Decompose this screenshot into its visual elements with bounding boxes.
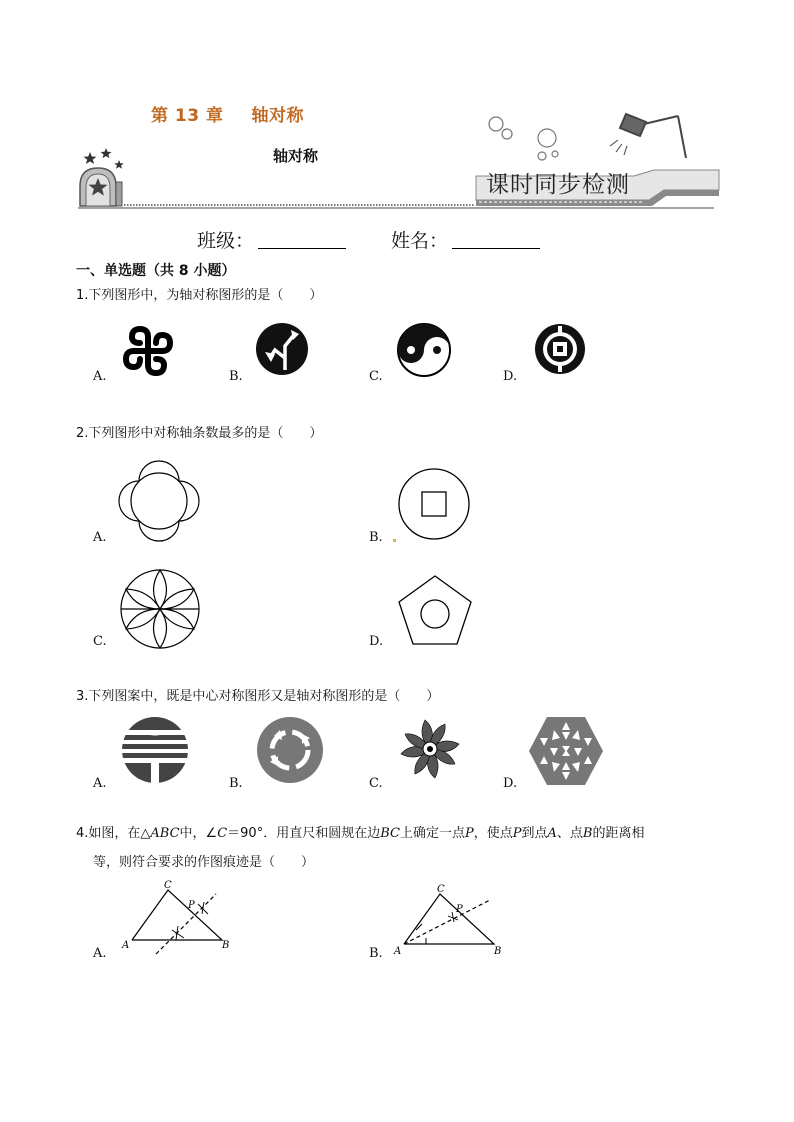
q4-text-part: 上确定一点 bbox=[399, 826, 465, 841]
section-title: 一、单选题（共 8 小题） bbox=[76, 263, 236, 279]
question-1-text: 1.下列图形中，为轴对称图形的是（ ） bbox=[76, 288, 323, 303]
class-label: 班级： bbox=[197, 230, 255, 252]
name-blank[interactable] bbox=[452, 231, 540, 249]
q3-option-c-label[interactable]: C. bbox=[369, 776, 383, 791]
desk-lamp-icon bbox=[610, 114, 686, 158]
q4b-label-b: B bbox=[494, 946, 502, 957]
class-blank[interactable] bbox=[258, 231, 346, 249]
q4-text-part: 的距离相 bbox=[592, 826, 645, 841]
q4-text-part: 4.如图，在△ bbox=[76, 826, 151, 841]
stray-dot bbox=[393, 539, 396, 542]
q1-option-d-label[interactable]: D. bbox=[503, 369, 518, 384]
q4-text-part: 到点 bbox=[521, 826, 548, 841]
q1-option-c-figure bbox=[396, 322, 452, 378]
q2-option-a-figure bbox=[116, 458, 202, 544]
q1-option-b-figure bbox=[255, 322, 309, 376]
banner-text: 课时同步检测 bbox=[486, 172, 630, 198]
q4-option-b-label[interactable]: B. bbox=[369, 946, 383, 961]
q4-text-part: 中，∠ bbox=[179, 826, 218, 841]
q2-option-c-figure bbox=[119, 568, 201, 650]
q4-option-b-figure bbox=[392, 884, 510, 960]
emblem-icon bbox=[80, 168, 122, 206]
q4-var-b: B bbox=[582, 826, 593, 841]
class-field bbox=[197, 226, 346, 253]
q1-option-b-label[interactable]: B. bbox=[229, 369, 243, 384]
q2-option-b-label[interactable]: B. bbox=[369, 530, 383, 545]
q1-option-a-figure bbox=[120, 323, 176, 379]
q4-text-part: 、点 bbox=[556, 826, 583, 841]
q3-option-c-figure bbox=[397, 716, 463, 782]
q4-var-c: C bbox=[217, 826, 228, 841]
q4-option-a-label[interactable]: A. bbox=[93, 946, 107, 961]
q4-text-part: ，使点 bbox=[473, 826, 513, 841]
q4b-label-p: P bbox=[456, 904, 463, 915]
q4-option-a-figure bbox=[118, 880, 236, 956]
q2-option-b-figure bbox=[397, 467, 471, 541]
name-label: 姓名： bbox=[391, 230, 449, 252]
q4-var-bc: BC bbox=[380, 826, 400, 841]
q3-option-a-figure bbox=[121, 716, 189, 784]
question-3-text: 3.下列图案中，既是中心对称图形又是轴对称图形的是（ ） bbox=[76, 689, 440, 704]
lesson-title: 轴对称 bbox=[273, 147, 319, 165]
q3-option-b-figure bbox=[256, 716, 324, 784]
q3-option-d-figure bbox=[528, 716, 604, 786]
bubbles-decoration bbox=[489, 117, 558, 160]
chapter-number: 第 13 章 bbox=[151, 106, 224, 126]
q4-var-p: P bbox=[512, 826, 522, 841]
q2-option-d-label[interactable]: D. bbox=[369, 634, 384, 649]
q1-option-d-figure bbox=[533, 322, 587, 376]
q4-text-part: ＝90°．用直尺和圆规在边 bbox=[227, 826, 381, 841]
q3-option-d-label[interactable]: D. bbox=[503, 776, 518, 791]
q3-option-a-label[interactable]: A. bbox=[93, 776, 107, 791]
q4a-label-c: C bbox=[164, 880, 172, 891]
q4-var-abc: ABC bbox=[150, 826, 180, 841]
q1-option-c-label[interactable]: C. bbox=[369, 369, 383, 384]
q4b-label-c: C bbox=[437, 884, 445, 895]
q4-text-line2: 等，则符合要求的作图痕迹是（ ） bbox=[93, 855, 315, 870]
q1-option-a-label[interactable]: A. bbox=[93, 369, 107, 384]
q2-option-d-figure bbox=[397, 574, 473, 646]
question-2-text: 2.下列图形中对称轴条数最多的是（ ） bbox=[76, 426, 323, 441]
question-4-text bbox=[76, 819, 726, 877]
q4-var-p: P bbox=[464, 826, 474, 841]
q4a-label-a: A bbox=[122, 940, 130, 951]
q4a-label-p: P bbox=[188, 900, 195, 911]
chapter-title: 轴对称 bbox=[251, 106, 304, 126]
q4-var-a: A bbox=[547, 826, 557, 841]
q4a-label-b: B bbox=[222, 940, 230, 951]
q2-option-a-label[interactable]: A. bbox=[93, 530, 107, 545]
q4b-label-a: A bbox=[394, 946, 402, 957]
q2-option-c-label[interactable]: C. bbox=[93, 634, 107, 649]
name-field bbox=[391, 226, 540, 253]
q3-option-b-label[interactable]: B. bbox=[229, 776, 243, 791]
star-icon bbox=[84, 148, 124, 169]
